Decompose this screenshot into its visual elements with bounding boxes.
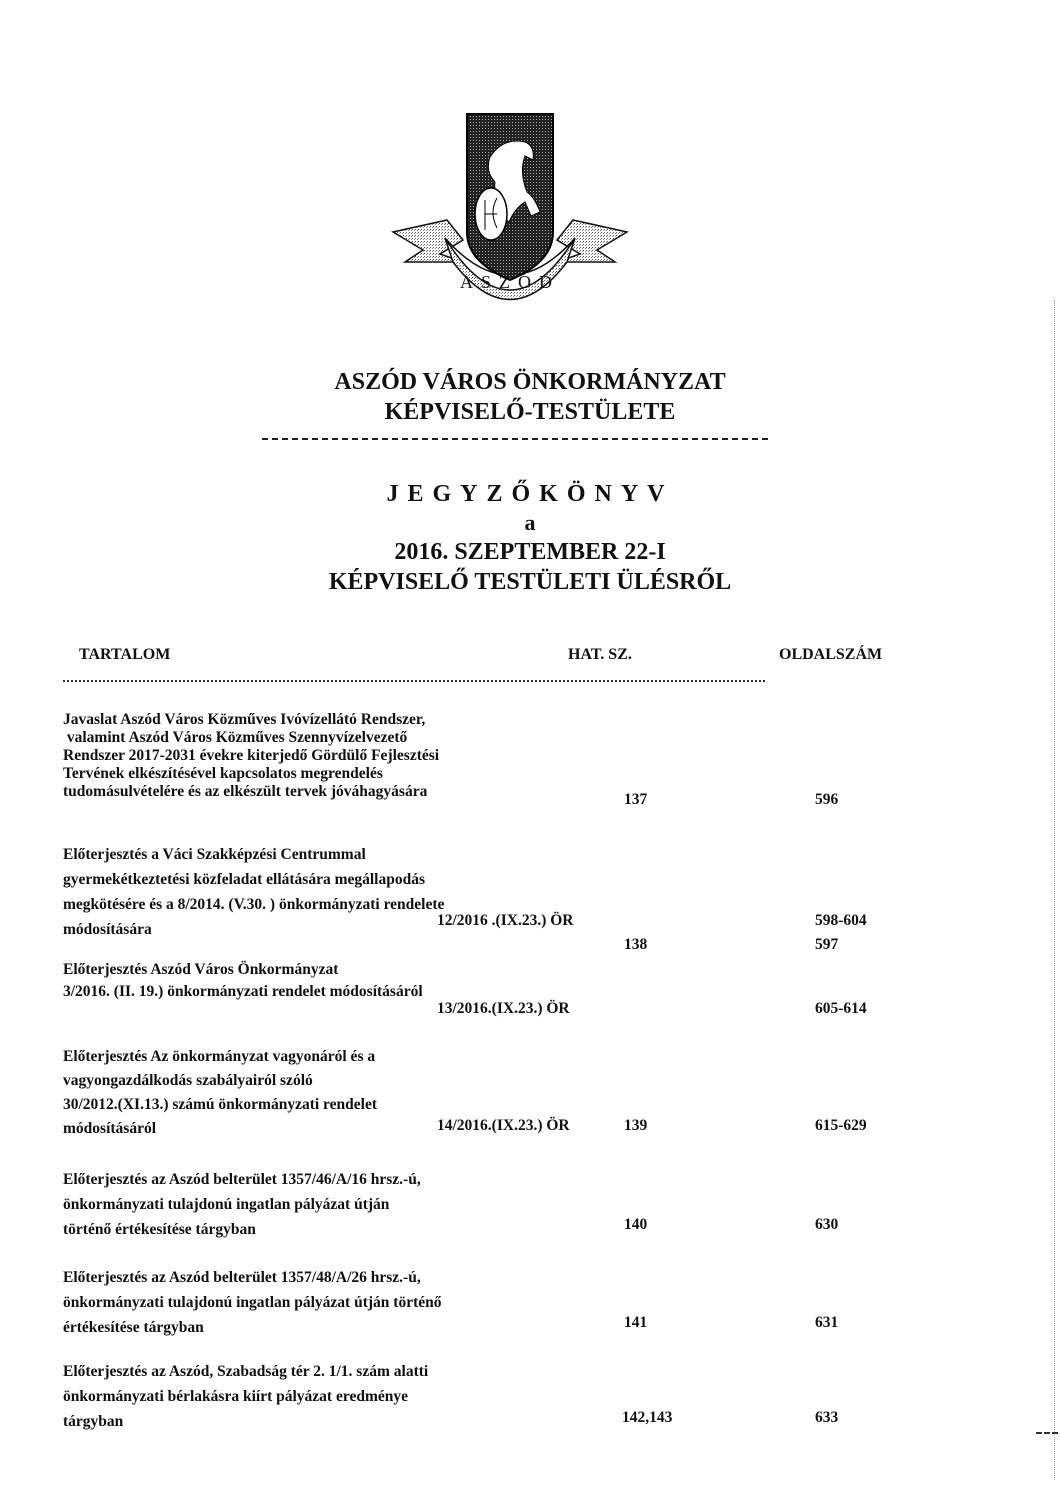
meeting-date: 2016. SZEPTEMBER 22-I: [394, 539, 666, 565]
entry-line: Javaslat Aszód Város Közműves Ivóvízellátó Rendszer,: [63, 711, 426, 728]
entry-line: Előterjesztés Aszód Város Önkormányzat: [63, 961, 339, 978]
session-title: KÉPVISELŐ TESTÜLETI ÜLÉSRŐL: [328, 569, 732, 595]
toc-entry-3: [63, 959, 533, 1003]
entry-line: vagyongazdálkodás szabályairól szóló: [63, 1072, 313, 1089]
org-name-line2: KÉPVISELŐ-TESTÜLETE: [384, 399, 676, 425]
aszod-coat-of-arms-icon: [385, 112, 635, 312]
org-name-line1: ASZÓD VÁROS ÖNKORMÁNYZAT: [334, 369, 726, 395]
entry-line: önkormányzati tulajdonú ingatlan pályázat útján: [63, 1196, 390, 1213]
entry-line: önkormányzati bérlakásra kiírt pályázat eredménye: [63, 1388, 408, 1405]
entry-line: Tervének elkészítésével kapcsolatos megrendelés: [63, 765, 383, 782]
entry-line: Előterjesztés a Váci Szakképzési Centrummal: [63, 846, 366, 863]
resolution-number: 140: [624, 1216, 648, 1233]
title-divider: [262, 438, 768, 440]
entry-line: történő értékesítése tárgyban: [63, 1221, 256, 1238]
resolution-number: 142,143: [622, 1409, 673, 1426]
toc-entry-7: [63, 1359, 533, 1434]
entry-line: módosításáról: [63, 1120, 156, 1137]
entry-line: Előterjesztés Az önkormányzat vagyonáról és a: [63, 1048, 376, 1065]
entry-line: valamint Aszód Város Közműves Szennyvízelvezető: [63, 729, 408, 746]
entry-line: értékesítése tárgyban: [63, 1319, 204, 1336]
entry-line: tárgyban: [63, 1413, 124, 1430]
page-number: 630: [815, 1216, 839, 1233]
entry-line: Előterjesztés az Aszód belterület 1357/48/A/26 hrsz.-ú,: [63, 1269, 421, 1286]
ordinance-number: 14/2016.(IX.23.) ÖR: [437, 1117, 570, 1134]
toc-entry-5: [63, 1167, 533, 1242]
page-number: 631: [815, 1314, 839, 1331]
document-type: JEGYZŐKÖNYV: [386, 481, 674, 507]
coat-of-arms: [385, 112, 635, 312]
banner-text: ASZÓD: [459, 272, 561, 292]
entry-line: Előterjesztés az Aszód, Szabadság tér 2. 1/1. szám alatti: [63, 1363, 429, 1380]
entry-line: Rendszer 2017-2031 évekre kiterjedő Gördülő Fejlesztési: [63, 747, 440, 764]
entry-line: módosítására: [63, 921, 152, 938]
toc-entry-1: [63, 711, 533, 801]
page-number: 597: [815, 936, 839, 953]
connector-word: a: [524, 510, 536, 535]
resolution-number: 138: [624, 936, 648, 953]
resolution-number: 137: [624, 791, 648, 808]
scan-edge-mark: [1036, 1432, 1058, 1434]
entry-line: 30/2012.(XI.13.) számú önkormányzati rendelet: [63, 1096, 377, 1113]
ordinance-number: 12/2016 .(IX.23.) ÖR: [437, 912, 574, 929]
page-number: 615-629: [815, 1117, 867, 1134]
entry-line: önkormányzati tulajdonú ingatlan pályázat útján történő: [63, 1294, 442, 1311]
column-header-page: OLDALSZÁM: [779, 646, 883, 663]
page-number: 596: [815, 791, 839, 808]
toc-entry-6: [63, 1265, 533, 1340]
column-header-content: TARTALOM: [79, 646, 171, 663]
entry-line: 3/2016. (II. 19.) önkormányzati rendelet módosításáról: [63, 983, 423, 1000]
page-number: 605-614: [815, 1000, 867, 1017]
entry-line: megkötésére és a 8/2014. (V.30. ) önkormányzati rendelete: [63, 896, 445, 913]
entry-line: Előterjesztés az Aszód belterület 1357/46/A/16 hrsz.-ú,: [63, 1171, 421, 1188]
resolution-number: 139: [624, 1117, 648, 1134]
resolution-number: 141: [624, 1314, 648, 1331]
column-header-resolution: HAT. SZ.: [568, 646, 632, 663]
header-divider: [63, 680, 765, 682]
entry-line: tudomásulvételére és az elkészült tervek jóváhagyására: [63, 783, 428, 800]
page-number: 633: [815, 1409, 839, 1426]
entry-line: gyermekétkeztetési közfeladat ellátására megállapodás: [63, 871, 426, 888]
scan-edge-artifact: [1054, 300, 1057, 1480]
ordinance-number: 13/2016.(IX.23.) ÖR: [437, 1000, 570, 1017]
ordinance-page-number: 598-604: [815, 912, 867, 929]
